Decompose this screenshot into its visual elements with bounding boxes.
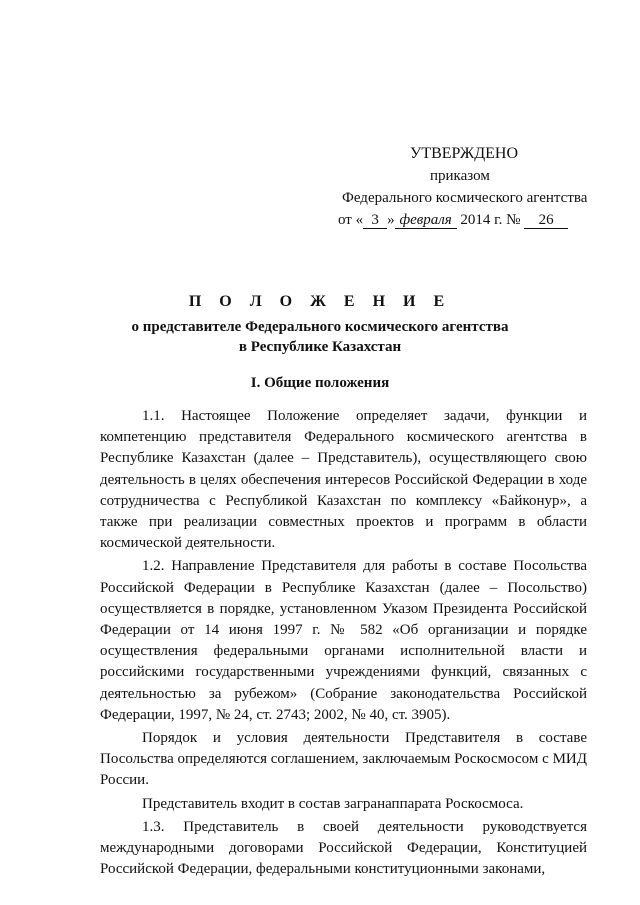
approval-title: УТВЕРЖДЕНО xyxy=(410,145,519,162)
paragraph-1-1: 1.1. Настоящее Положение определяет задачи, функции и компетенцию представителя Федерального космического агентства в Республике Казахстан (далее – Представитель), осуществляющего свою деятельность в целях обеспечения интересов Российской Федерации в ходе сотрудничества с Республикой Казахстан по комплексу «Байконур», а также при реализации совместных проектов и программ в области космической деятельности. xyxy=(100,408,587,552)
approval-month: февраля xyxy=(395,212,457,229)
paragraph-staff: Представитель входит в состав загранаппарата Роскосмоса. xyxy=(142,795,524,812)
approval-order-word: приказом xyxy=(430,168,490,184)
approval-year: 2014 г. № xyxy=(460,212,521,228)
approval-stamp xyxy=(300,143,630,231)
date-prefix: от « xyxy=(338,212,364,228)
approval-number: 26 xyxy=(524,212,568,229)
document-title: П О Л О Ж Е Н И Е xyxy=(188,293,452,310)
subtitle-line-2: в Республике Казахстан xyxy=(238,339,402,355)
document-subtitle xyxy=(0,317,640,357)
document-body xyxy=(100,406,587,882)
approval-day: 3 xyxy=(363,212,387,229)
subtitle-line-1: о представителе Федерального космического агентства xyxy=(131,319,509,335)
approval-agency: Федерального космического агентства xyxy=(342,190,588,206)
date-mid: » xyxy=(387,212,395,228)
paragraph-1-3: 1.3. Представитель в своей деятельности руководствуется международными договорами Российской Федерации, Конституцией Российской Федерации, федеральными конституционными законами, xyxy=(100,818,587,878)
paragraph-1-2: 1.2. Направление Представителя для работы в составе Посольства Российской Федерации в Республике Казахстан (далее – Посольство) осуществляется в порядке, установленном Указом Президента Российской Федерации от 14 июня 1997 г. № 582 «Об организации и порядке осуществления федеральными органами исполнительной власти и российскими государственными учреждениями функций, связанных с деятельностью за рубежом» (Собрание законодательства Российской Федерации, 1997, № 24, ст. 2743; 2002, № 40, ст. 3905). xyxy=(100,558,587,723)
paragraph-procedure: Порядок и условия деятельности Представителя в составе Посольства определяются соглашением, заключаемым Роскосмосом с МИД России. xyxy=(100,730,587,789)
section-title: I. Общие положения xyxy=(250,375,390,391)
approval-date-line xyxy=(300,209,630,231)
